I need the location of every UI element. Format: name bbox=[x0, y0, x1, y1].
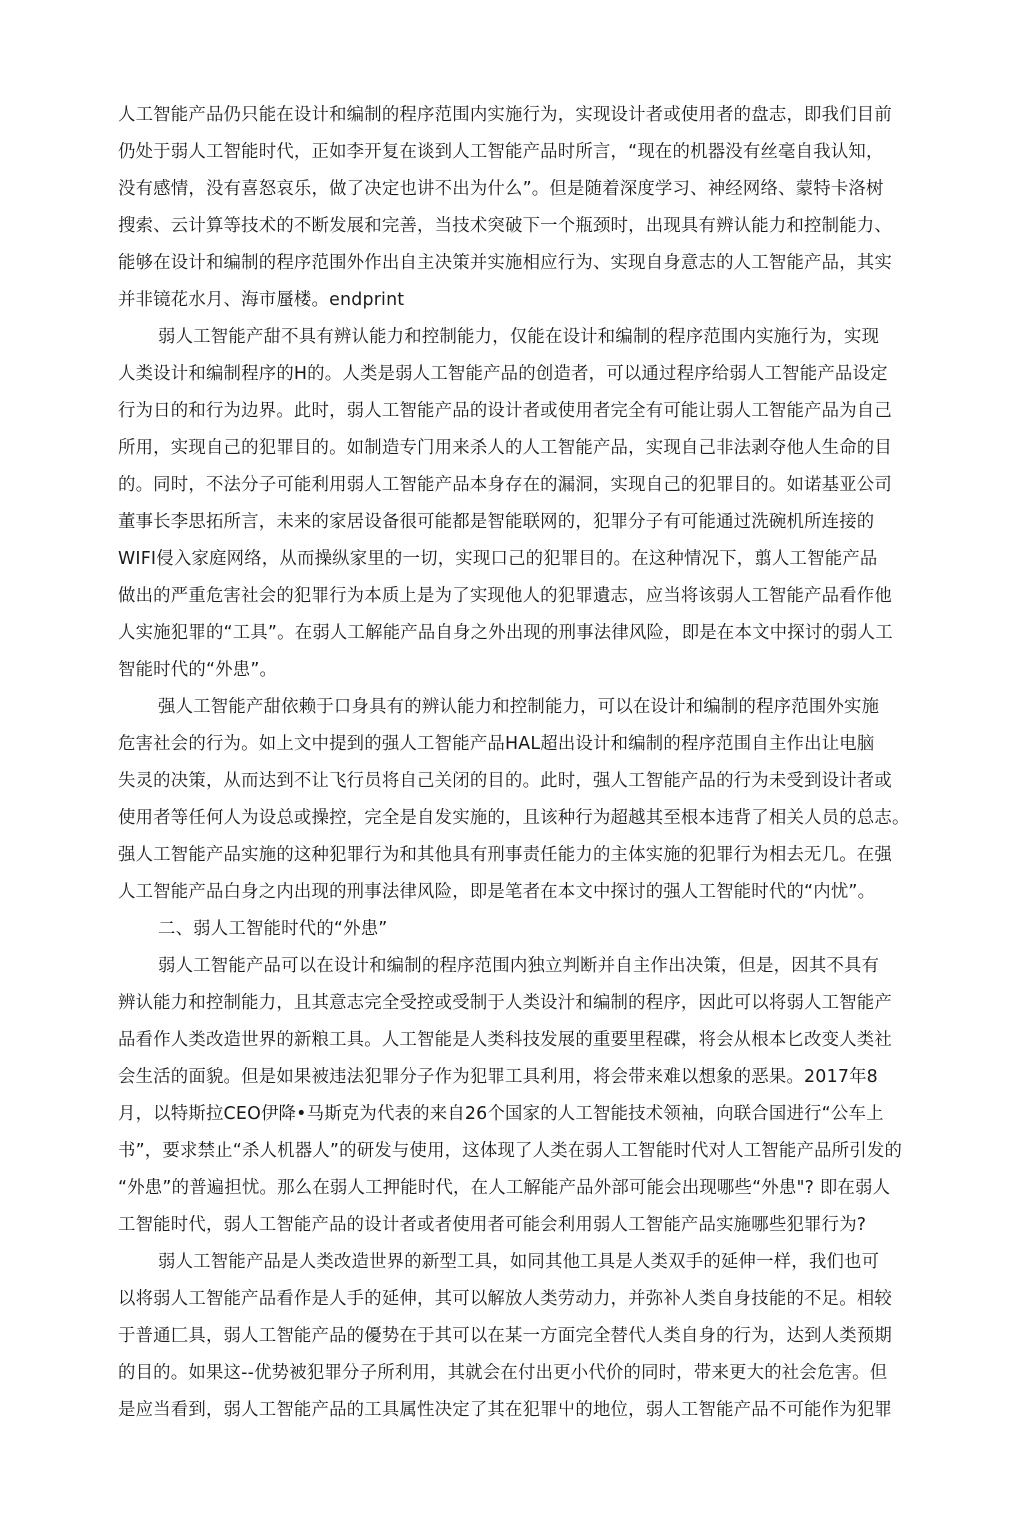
paragraph-first-line: 弱人工智能产品可以在设计和编制的程序范围内独立判断并自主作出决策，但是，因其不具有 bbox=[158, 956, 880, 976]
text-line: 于普通匚具，弱人工智能产品的優势在于其可以在某一方面完全替代人类自身的行为，达到人类预期 bbox=[118, 1326, 892, 1346]
text-line: 人类设计和编制程序的H的。人类是弱人工智能产品的创造者，可以通过程序给弱人工智能产品设定 bbox=[118, 364, 888, 384]
text-line: 并非镜花水月、海市蜃楼。endprint bbox=[118, 290, 405, 310]
paragraph-first-line: 弱人工智能产品是人类改造世界的新型工具，如同其他工具是人类双手的延伸一样，我们也可 bbox=[158, 1252, 880, 1272]
text-line: 董事长李思拓所言，未来的家居设备很可能都是智能联网的，犯罪分子有可能通过洗碗机所连接的 bbox=[118, 512, 875, 532]
text-line: 月，以特斯拉CEO伊降•马斯克为代表的来自26个国家的人工智能技术领袖，向联合国进行“公车上 bbox=[118, 1104, 884, 1124]
text-line: 做出的严重危害社会的犯罪行为本质上是为了实现他人的犯罪遺志，应当将该弱人工智能产品看作他 bbox=[118, 586, 892, 606]
text-line: 人工智能产品白身之内出现的刑事法律风险，即是笔者在本文中探讨的强人工智能时代的“内忧”。 bbox=[118, 882, 876, 902]
text-line: WIFI侵入家庭网络，从而操纵家里的一切，实现口己的犯罪目的。在这种情况下，翦人工智能产品 bbox=[118, 549, 878, 569]
text-line: “外患”的普遍担忧。那么在弱人工押能时代，在人工解能产品外部可能会出现哪些“外患"? 即在弱人 bbox=[118, 1178, 891, 1198]
text-line: 是应当看到，弱人工智能产品的工具属性决定了其在犯罪屮的地位，弱人工智能产品不可能作为犯罪 bbox=[118, 1400, 892, 1420]
text-line: 危害社会的行为。如上文中提到的强人工智能产品HAL超出设计和编制的程序范围自主作出让电脑 bbox=[118, 734, 875, 754]
text-line: 以将弱人工智能产品看作是人手的延伸，其可以解放人类劳动力，并弥补人类自身技能的不足。相较 bbox=[118, 1289, 892, 1309]
text-line: 没有感情，没有喜怒哀乐，做了决定也讲不出为什么”。但是随着深度学习、神经网络、蒙特卡洛树 bbox=[118, 179, 884, 199]
paragraph-first-line: 弱人工智能产甜不具有辨认能力和控制能力，仅能在设计和编制的程序范围内实施行为，实现 bbox=[158, 327, 880, 347]
paragraph-first-line: 强人工智能产甜依赖于口身具有的辨认能力和控制能力，可以在设计和编制的程序范围外实施 bbox=[158, 697, 880, 717]
text-line: 会生活的面貌。但是如果被违法犯罪分子作为犯罪工具利用，将会带来难以想象的恶果。2017年8 bbox=[118, 1067, 878, 1087]
text-line: 行为日的和行为边界。此时，弱人工智能产品的设计者或使用者完全有可能让弱人工智能产品为自己 bbox=[118, 401, 892, 421]
text-line: 搜索、云计算等技术的不断发展和完善，当技术突破下一个瓶颈时，出现具有辨认能力和控制能力、 bbox=[118, 216, 892, 236]
text-line: 仍处于弱人工智能时代，正如李开复在谈到人工智能产品时所言，“现在的机器没有丝毫自我认知， bbox=[118, 142, 884, 162]
text-line: 人工智能产品仍只能在设计和编制的程序范围内实施行为，实现设计者或使用者的盘志，即我们目前 bbox=[118, 105, 892, 125]
text-line: 使用者等任何人为设总或操控，完全是自发实施的，且该种行为超越其至根本违背了相关人员的总志。 bbox=[118, 808, 910, 828]
text-line: 失灵的决策，从而达到不让飞行员将自己关闭的目的。此时，强人工智能产品的行为未受到设计者或 bbox=[118, 771, 892, 791]
section-heading: 二、弱人工智能时代的“外患” bbox=[158, 919, 388, 939]
text-line: 工智能时代，弱人工智能产品的设计者或者使用者可能会利用弱人工智能产品实施哪些犯罪行为? bbox=[118, 1215, 867, 1235]
text-line: 书”，要求禁止“杀人机器人”的研发与使用，这体现了人类在弱人工智能时代对人工智能产品所引发的 bbox=[118, 1141, 903, 1161]
text-line: 品看作人类改造世界的新粮工具。人工智能是人类科技发展的重要里程碟，将会从根本匕改变人类社 bbox=[118, 1030, 892, 1050]
text-line: 能够在设计和编制的程序范围外作出自主决策并实施相应行为、实现自身意志的人工智能产品，其实 bbox=[118, 253, 892, 273]
text-line: 强人工智能产品实施的这种犯罪行为和其他具有刑事责任能力的主体实施的犯罪行为相去无几。在强 bbox=[118, 845, 892, 865]
text-line: 的。同时，不法分子可能利用弱人工智能产品本身存在的漏洞，实现自己的犯罪目的。如诺基亚公司 bbox=[118, 475, 892, 495]
text-line: 所用，实现自己的犯罪目的。如制造专门用来杀人的人工智能产品，实现自己非法剥夺他人生命的目 bbox=[118, 438, 892, 458]
text-line: 智能时代的“外患”。 bbox=[118, 660, 278, 680]
text-line: 的目的。如果这--优势被犯罪分子所利用，其就会在付出更小代价的同时，带来更大的社会危害。但 bbox=[118, 1363, 888, 1383]
text-line: 人实施犯罪的“工具”。在弱人工解能产品自身之外出现的刑事法律风险，即是在本文中探讨的弱人工 bbox=[118, 623, 893, 643]
text-line: 辨认能力和控制能力，且其意志完全受控或受制于人类设汁和编制的程序，因此可以将弱人工智能产 bbox=[118, 993, 892, 1013]
